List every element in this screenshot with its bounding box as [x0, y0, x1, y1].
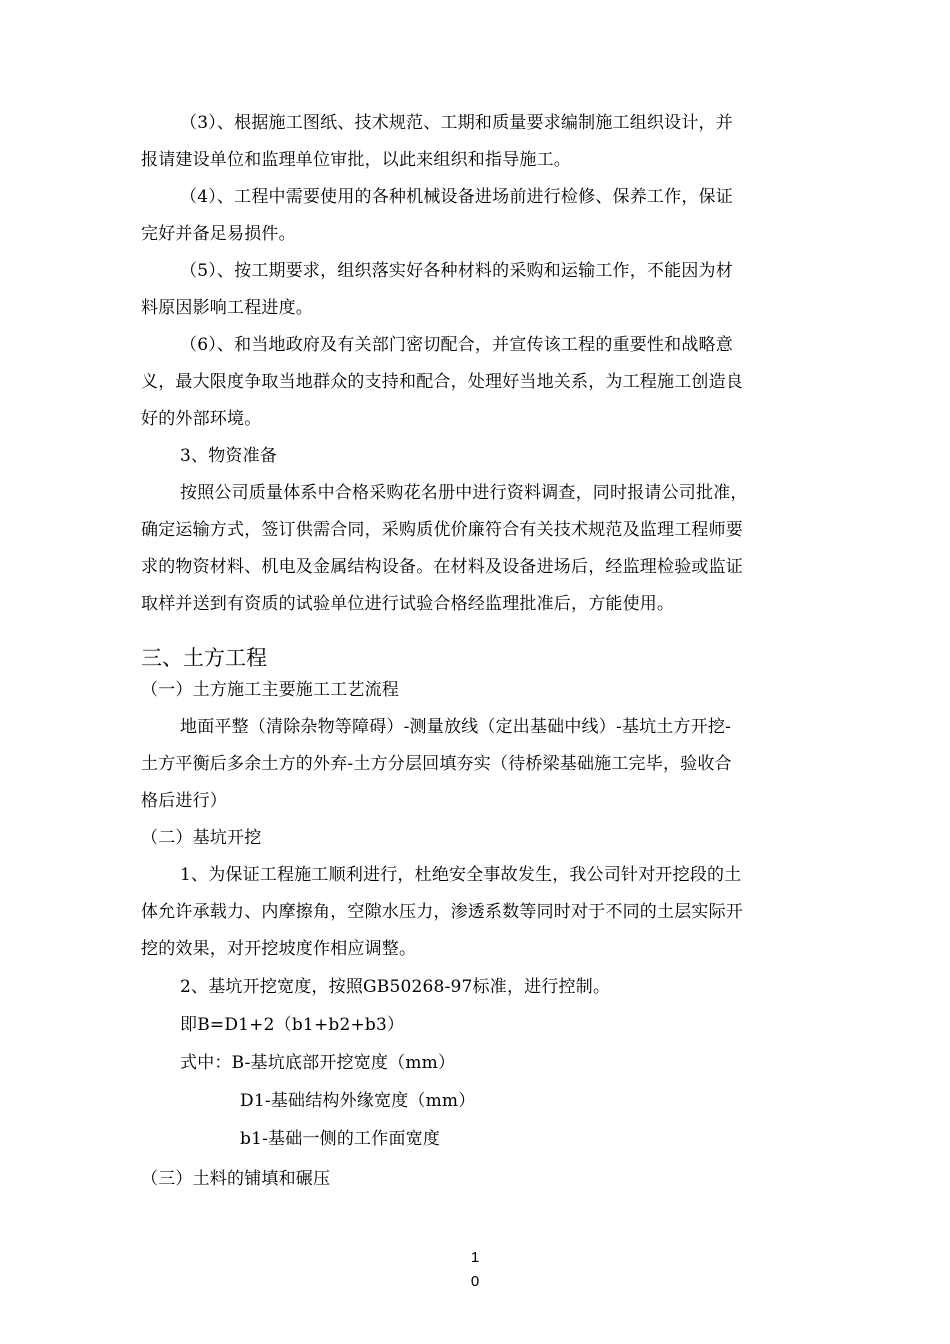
paragraph-line: 报请建设单位和监理单位审批，以此来组织和指导施工。	[141, 150, 571, 170]
paragraph-line: （3）、根据施工图纸、技术规范、工期和质量要求编制施工组织设计，并	[180, 113, 733, 133]
paragraph-line: 取样并送到有资质的试验单位进行试验合格经监理批准后，方能使用。	[141, 594, 675, 614]
subsection-title: 3、物资准备	[180, 446, 278, 466]
page-number: 0	[470, 1273, 480, 1290]
paragraph-line: 完好并备足易损件。	[141, 224, 296, 244]
subsection-title: （二）基坑开挖	[141, 828, 262, 848]
formula-legend-line: 式中：B-基坑底部开挖宽度（mm）	[180, 1053, 456, 1073]
subsection-title: （一）土方施工主要施工工艺流程	[141, 680, 399, 700]
paragraph-line: 1、为保证工程施工顺利进行，杜绝安全事故发生，我公司针对开挖段的土	[180, 865, 742, 885]
page-number: 1	[470, 1249, 480, 1266]
paragraph-line: 体允许承载力、内摩擦角，空隙水压力，渗透系数等同时对于不同的土层实际开	[141, 902, 743, 922]
formula-line: 即B=D1+2（b1+b2+b3）	[180, 1015, 405, 1035]
paragraph-line: 2、基坑开挖宽度，按照GB50268-97标准，进行控制。	[180, 977, 611, 997]
paragraph-line: 按照公司质量体系中合格采购花名册中进行资料调查，同时报请公司批准，	[180, 483, 748, 503]
paragraph-line: 料原因影响工程进度。	[141, 298, 313, 318]
formula-legend-line: b1-基础一侧的工作面宽度	[240, 1129, 441, 1149]
paragraph-line: 求的物资材料、机电及金属结构设备。在材料及设备进场后，经监理检验或监证	[141, 557, 743, 577]
paragraph-line: （5）、按工期要求，组织落实好各种材料的采购和运输工作，不能因为材	[180, 261, 733, 281]
subsection-title: （三）土料的铺填和碾压	[141, 1169, 331, 1189]
paragraph-line: 格后进行）	[141, 791, 227, 811]
paragraph-line: （6）、和当地政府及有关部门密切配合，并宣传该工程的重要性和战略意	[180, 335, 733, 355]
paragraph-line: （4）、工程中需要使用的各种机械设备进场前进行检修、保养工作，保证	[180, 187, 733, 207]
paragraph-line: 地面平整（清除杂物等障碍）-测量放线（定出基础中线）-基坑土方开挖-	[180, 717, 732, 737]
section-heading: 三、土方工程	[141, 646, 267, 670]
paragraph-line: 挖的效果，对开挖坡度作相应调整。	[141, 939, 417, 959]
paragraph-line: 确定运输方式，签订供需合同，采购质优价廉符合有关技术规范及监理工程师要	[141, 520, 743, 540]
paragraph-line: 义，最大限度争取当地群众的支持和配合，处理好当地关系，为工程施工创造良	[141, 372, 743, 392]
formula-legend-line: D1-基础结构外缘宽度（mm）	[240, 1091, 476, 1111]
paragraph-line: 土方平衡后多余土方的外弃-土方分层回填夯实（待桥梁基础施工完毕，验收合	[141, 754, 732, 774]
paragraph-line: 好的外部环境。	[141, 409, 262, 429]
